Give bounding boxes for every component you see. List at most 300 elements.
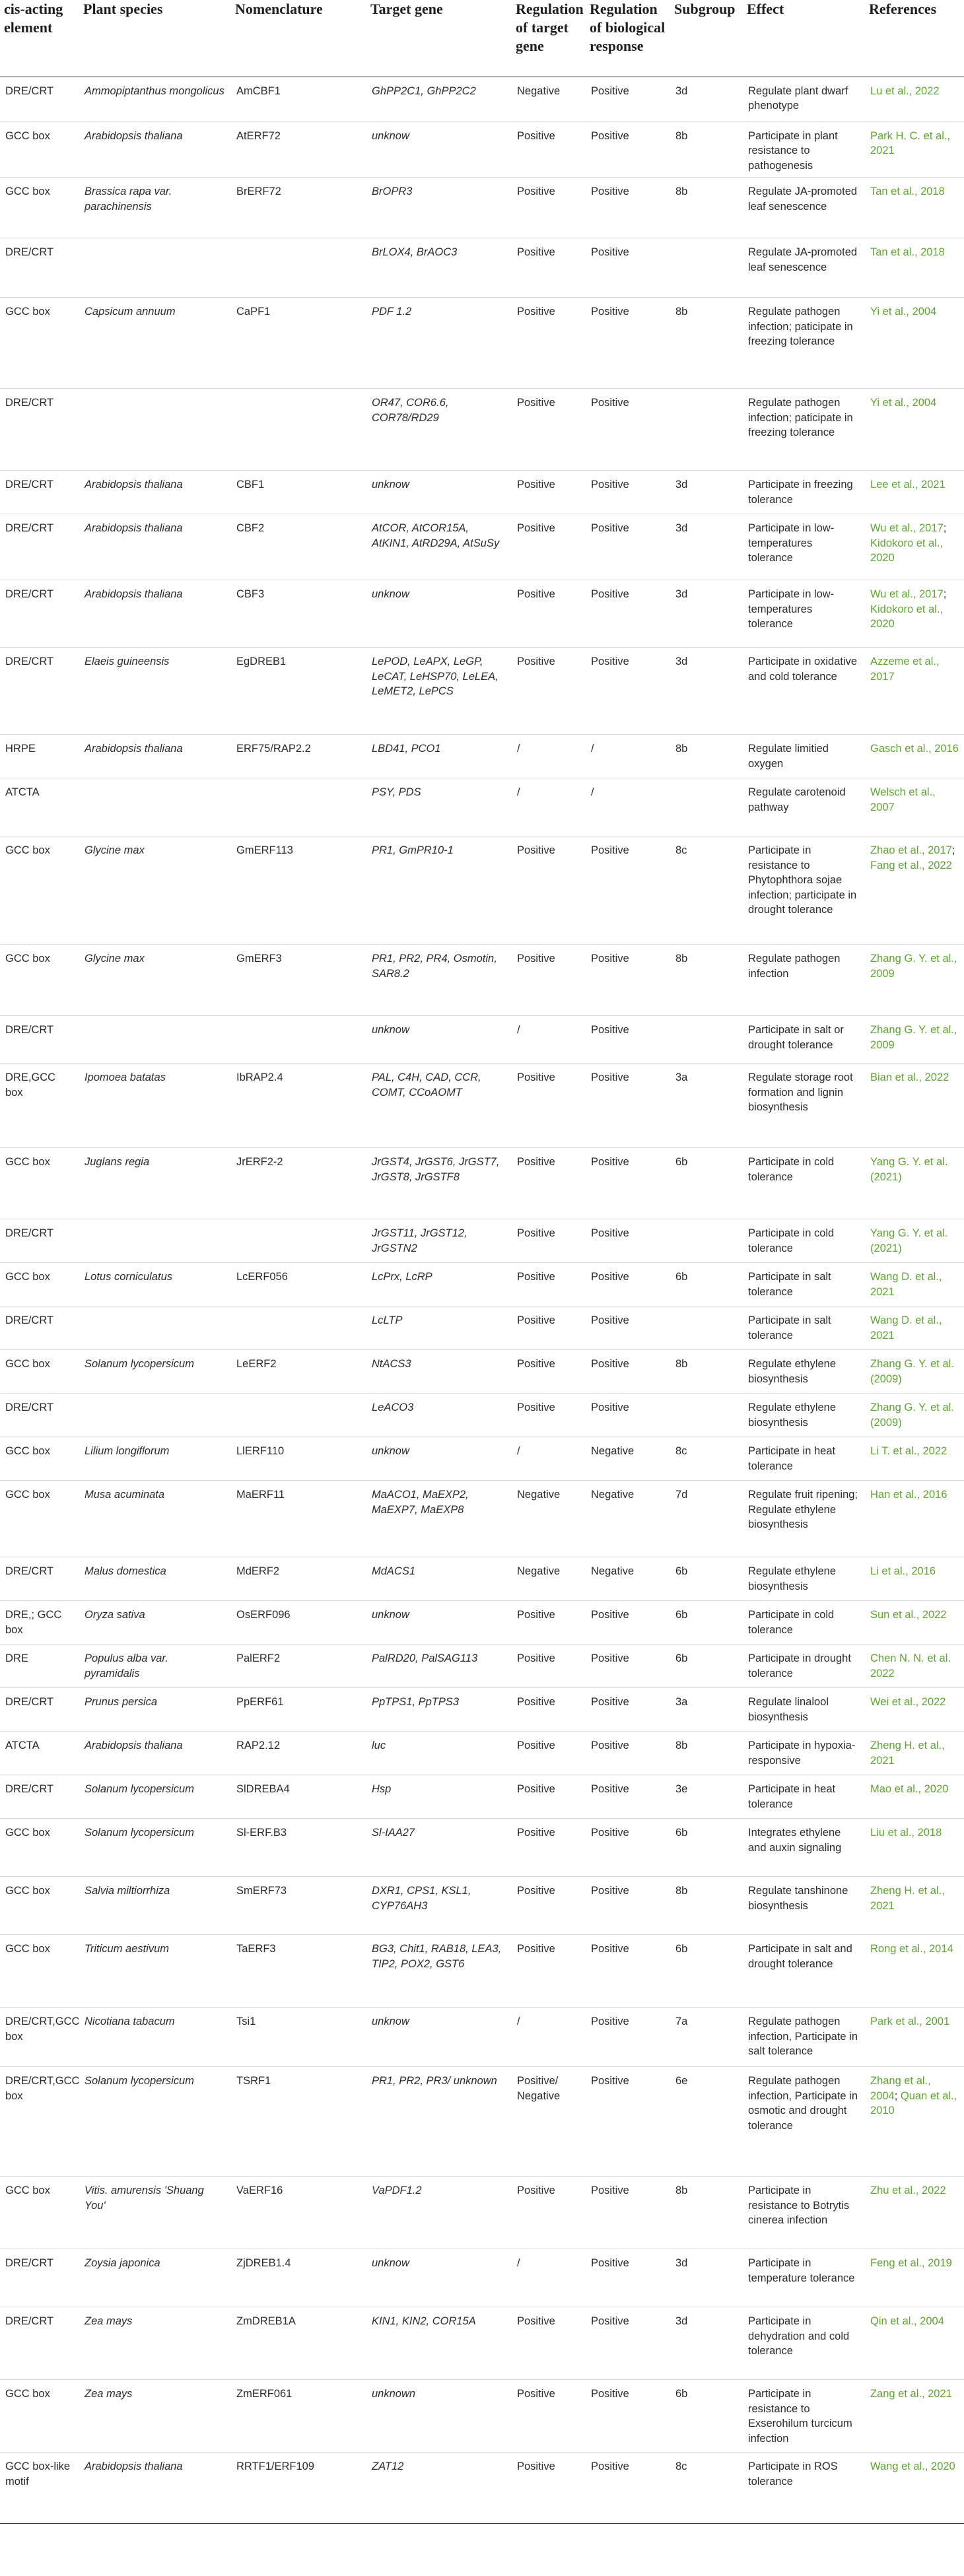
table-row: [0, 1064, 964, 1148]
cell-nomenclature: BrERF72: [236, 186, 281, 197]
cell-nomenclature: CBF2: [236, 522, 265, 534]
table-row: [0, 178, 964, 238]
cell-subgroup: 6b: [675, 2388, 688, 2400]
cell-cis-acting-element: GCC box: [5, 306, 50, 318]
cell-cis-acting-element: DRE/CRT: [5, 1402, 54, 1413]
cell-plant-species: Arabidopsis thaliana: [85, 588, 183, 600]
cell-cis-acting-element: GCC box: [5, 1271, 50, 1283]
cell-subgroup: [670, 1016, 743, 1064]
table-row: [0, 389, 964, 471]
cell-regulation-biological-response: Positive: [591, 306, 629, 318]
cell-references: [865, 2008, 964, 2067]
cell-target-gene: OR47, COR6.6, COR78/RD29: [372, 397, 449, 424]
cell-regulation-biological-response: Positive: [591, 1071, 629, 1083]
table-row: [0, 1306, 964, 1350]
cell-plant-species: Oryza sativa: [85, 1609, 145, 1621]
cell-references: [865, 514, 964, 580]
cell-regulation-target-gene: Positive: [517, 129, 555, 142]
cell-regulation-biological-response: Positive: [591, 2185, 629, 2196]
cell-subgroup: 8b: [675, 1358, 688, 1370]
cell-plant-species: Capsicum annuum: [85, 306, 176, 318]
reference-link[interactable]: Yang G. Y. et al. (2021): [870, 1227, 948, 1254]
reference-link[interactable]: Fang et al., 2022: [870, 859, 952, 871]
reference-link[interactable]: Tan et al., 2018: [870, 246, 945, 258]
table-row: [0, 1935, 964, 2008]
reference-link[interactable]: Gasch et al., 2016: [870, 743, 959, 755]
cell-target-gene: NtACS3: [372, 1358, 411, 1370]
cell-nomenclature: MaERF11: [236, 1489, 285, 1501]
cell-regulation-target-gene: Positive: [517, 1402, 555, 1413]
reference-link[interactable]: Yi et al., 2004: [870, 306, 937, 318]
table-row: [0, 1263, 964, 1306]
cell-regulation-biological-response: Positive: [591, 2257, 629, 2269]
cell-plant-species: Triticum aestivum: [85, 1943, 170, 1955]
cell-effect: Participate in plant resistance to pathogenesis: [748, 129, 838, 172]
cell-nomenclature: LcERF056: [236, 1271, 288, 1283]
cell-regulation-target-gene: Positive: [517, 1943, 555, 1955]
cell-regulation-biological-response: Positive: [591, 1740, 629, 1751]
reference-link[interactable]: Qin et al., 2004: [870, 2315, 944, 2327]
cell-nomenclature: ZjDREB1.4: [236, 2257, 291, 2269]
cell-subgroup: [670, 389, 743, 471]
cell-regulation-target-gene: /: [517, 2257, 520, 2269]
cell-references: [865, 1350, 964, 1394]
cell-regulation-target-gene: Positive: [517, 1885, 555, 1897]
reference-link[interactable]: Rong et al., 2014: [870, 1943, 953, 1955]
cell-target-gene: unknown: [372, 2388, 416, 2400]
cell-regulation-biological-response: Positive: [591, 1358, 629, 1370]
cell-references: [865, 2380, 964, 2453]
cell-effect: Regulate pathogen infection, Participate in osmotic and drought tolerance: [748, 2075, 858, 2132]
cell-effect: Participate in hypoxia-responsive: [748, 1740, 856, 1767]
reference-link[interactable]: Lee et al., 2021: [870, 479, 946, 491]
table-row: [0, 298, 964, 389]
cell-cis-acting-element: DRE/CRT: [5, 1565, 54, 1577]
reference-link[interactable]: Zheng H. et al., 2021: [870, 1740, 945, 1767]
cell-regulation-target-gene: Positive: [517, 1609, 555, 1621]
cell-target-gene: PalRD20, PalSAG113: [372, 1652, 478, 1664]
cell-plant-species: Ammopiptanthus mongolicus: [85, 85, 224, 97]
cell-effect: Participate in low-temperatures tolerance: [748, 588, 835, 630]
cell-target-gene: LcLTP: [372, 1314, 403, 1326]
cell-regulation-biological-response: Positive: [591, 1227, 629, 1239]
cell-plant-species: Zoysia japonica: [85, 2257, 160, 2269]
cell-cis-acting-element: GCC box: [5, 186, 50, 197]
cell-regulation-biological-response: Positive: [591, 1314, 629, 1326]
cell-effect: Participate in cold tolerance: [748, 1227, 835, 1254]
reference-separator: ;: [943, 588, 947, 600]
cell-subgroup: [670, 1394, 743, 1437]
cell-references: [865, 778, 964, 836]
table-row: [0, 1644, 964, 1688]
cell-effect: Participate in salt tolerance: [748, 1271, 831, 1298]
cell-regulation-biological-response: Positive: [591, 1652, 629, 1664]
cell-subgroup: 3a: [675, 1696, 688, 1708]
cell-cis-acting-element: DRE/CRT: [5, 522, 54, 534]
header-effect: Effect: [747, 1, 784, 17]
cell-regulation-biological-response: Positive: [591, 1885, 629, 1897]
cell-subgroup: 3d: [675, 2257, 688, 2269]
table-row: [0, 121, 964, 178]
cell-subgroup: 7a: [675, 2016, 688, 2027]
reference-link[interactable]: Kidokoro et al., 2020: [870, 603, 944, 630]
header-plant-species: Plant species: [83, 1, 163, 17]
reference-link[interactable]: Liu et al., 2018: [870, 1827, 942, 1839]
reference-link[interactable]: Wu et al., 2017: [870, 588, 944, 600]
cell-subgroup: 6b: [675, 1609, 688, 1621]
cell-cis-acting-element: GCC box-like motif: [5, 2460, 71, 2488]
cell-nomenclature: CaPF1: [236, 306, 271, 318]
cell-plant-species: [79, 778, 231, 836]
table-row: [0, 1394, 964, 1437]
cell-references: [865, 1481, 964, 1557]
cell-effect: Regulate fruit ripening; Regulate ethylene biosynthesis: [748, 1489, 858, 1530]
header-row: [0, 0, 964, 77]
cell-regulation-biological-response: Positive: [591, 2016, 629, 2027]
reference-link[interactable]: Welsch et al., 2007: [870, 786, 936, 813]
cell-regulation-target-gene: Positive: [517, 953, 555, 965]
cell-plant-species: Arabidopsis thaliana: [85, 479, 183, 491]
cell-regulation-biological-response: Positive: [591, 1402, 629, 1413]
cell-cis-acting-element: DRE/CRT: [5, 1314, 54, 1326]
reference-link[interactable]: Zhao et al., 2017: [870, 844, 952, 856]
cell-references: [865, 945, 964, 1016]
reference-link[interactable]: Yang G. Y. et al. (2021): [870, 1156, 948, 1183]
table-row: [0, 471, 964, 514]
cell-references: [865, 471, 964, 514]
cell-nomenclature: Sl-ERF.B3: [236, 1827, 287, 1839]
cell-cis-acting-element: DRE/CRT: [5, 2315, 54, 2327]
cell-references: [865, 1148, 964, 1219]
cell-target-gene: luc: [372, 1740, 386, 1751]
cell-effect: Participate in heat tolerance: [748, 1445, 836, 1472]
cell-plant-species: Solanum lycopersicum: [85, 1783, 194, 1795]
cell-regulation-target-gene: Positive: [517, 1156, 555, 1168]
table-row: [0, 2008, 964, 2067]
cell-regulation-biological-response: Positive: [591, 186, 629, 197]
table-row: [0, 2249, 964, 2307]
cell-effect: Participate in temperature tolerance: [748, 2257, 855, 2284]
cell-target-gene: JrGST11, JrGST12, JrGSTN2: [372, 1227, 467, 1254]
cell-effect: Participate in cold tolerance: [748, 1156, 835, 1183]
cell-regulation-target-gene: Positive: [517, 656, 555, 667]
reference-link[interactable]: Park et al., 2001: [870, 2016, 950, 2027]
table-body: [0, 77, 964, 2524]
cell-regulation-biological-response: Positive: [591, 1609, 629, 1621]
cell-nomenclature: [231, 238, 366, 298]
cell-subgroup: 6b: [675, 1652, 688, 1664]
cell-cis-acting-element: DRE/CRT: [5, 85, 54, 97]
cell-subgroup: 8c: [675, 1445, 687, 1457]
cell-regulation-biological-response: /: [591, 743, 594, 755]
reference-link[interactable]: Zhang et al., 2004: [870, 2075, 931, 2102]
cell-nomenclature: [231, 1016, 366, 1064]
cell-references: [865, 178, 964, 238]
cell-effect: Participate in salt and drought tolerance: [748, 1943, 852, 1970]
cell-references: [865, 2177, 964, 2249]
reference-link[interactable]: Bian et al., 2022: [870, 1071, 949, 1083]
table-row: [0, 2177, 964, 2249]
cell-plant-species: Prunus persica: [85, 1696, 158, 1708]
table-row: [0, 1437, 964, 1481]
reference-link[interactable]: Zhang G. Y. et al. (2009): [870, 1402, 954, 1429]
cell-references: [865, 1394, 964, 1437]
cell-regulation-target-gene: Negative: [517, 1489, 561, 1501]
cell-regulation-biological-response: Positive: [591, 1156, 629, 1168]
cell-cis-acting-element: GCC box: [5, 1358, 50, 1370]
reference-link[interactable]: Wei et al., 2022: [870, 1696, 946, 1708]
cell-regulation-biological-response: Positive: [591, 2460, 629, 2472]
cell-plant-species: Arabidopsis thaliana: [85, 743, 183, 755]
table-row: [0, 735, 964, 778]
cell-plant-species: Glycine max: [85, 953, 145, 965]
cell-effect: Regulate limitied oxygen: [748, 743, 829, 770]
cell-effect: Participate in dehydration and cold tolerance: [748, 2315, 850, 2357]
cell-regulation-biological-response: Positive: [591, 246, 629, 258]
cell-nomenclature: LlERF110: [236, 1445, 285, 1457]
cell-plant-species: Nicotiana tabacum: [85, 2016, 175, 2027]
cell-plant-species: [79, 1219, 231, 1263]
reference-link[interactable]: Azzeme et al., 2017: [870, 656, 940, 683]
cell-regulation-biological-response: Positive: [591, 1783, 629, 1795]
cell-subgroup: 8b: [675, 2185, 688, 2196]
cell-regulation-target-gene: Positive: [517, 2185, 555, 2196]
reference-link[interactable]: Wang D. et al., 2021: [870, 1314, 942, 1341]
cell-regulation-biological-response: Positive: [591, 1271, 629, 1283]
cell-references: [865, 1688, 964, 1732]
cell-references: [865, 1819, 964, 1877]
cell-cis-acting-element: GCC box: [5, 953, 50, 965]
cell-plant-species: Ipomoea batatas: [85, 1071, 166, 1083]
cell-nomenclature: IbRAP2.4: [236, 1071, 283, 1083]
cell-target-gene: unknow: [372, 1609, 409, 1621]
cell-cis-acting-element: DRE/CRT: [5, 1783, 54, 1795]
cell-nomenclature: ERF75/RAP2.2: [236, 743, 311, 755]
cell-regulation-target-gene: Positive: [517, 1358, 555, 1370]
cell-plant-species: Musa acuminata: [85, 1489, 165, 1501]
cell-target-gene: LePOD, LeAPX, LeGP, LeCAT, LeHSP70, LeLEA, LeMET2, LePCS: [372, 656, 499, 697]
cell-regulation-biological-response: Positive: [591, 479, 629, 491]
table-row: [0, 1219, 964, 1263]
cell-target-gene: PR1, PR2, PR3/ unknown: [372, 2075, 497, 2087]
cell-regulation-target-gene: /: [517, 786, 520, 798]
cell-regulation-target-gene: /: [517, 2016, 520, 2027]
cell-nomenclature: VaERF16: [236, 2185, 283, 2196]
cell-references: [865, 1935, 964, 2008]
cell-regulation-target-gene: Positive: [517, 1271, 555, 1283]
reference-link[interactable]: Zhang G. Y. et al. (2009): [870, 1358, 954, 1385]
reference-link[interactable]: Quan et al., 2010: [870, 2089, 957, 2117]
reference-link[interactable]: Zhang G. Y. et al., 2009: [870, 953, 957, 980]
cell-cis-acting-element: DRE/CRT: [5, 656, 54, 667]
cell-regulation-target-gene: Positive: [517, 1827, 555, 1839]
cell-references: [865, 298, 964, 389]
cell-plant-species: Solanum lycopersicum: [85, 1358, 194, 1370]
table-row: [0, 836, 964, 945]
cell-target-gene: PpTPS1, PpTPS3: [372, 1696, 460, 1708]
cell-effect: Participate in ROS tolerance: [748, 2460, 838, 2488]
reference-link[interactable]: Li et al., 2016: [870, 1565, 936, 1577]
cell-effect: Participate in resistance to Exserohilum turcicum infection: [748, 2388, 852, 2445]
cell-references: [865, 1064, 964, 1148]
cell-effect: Participate in resistance to Phytophthora sojae infection; participate in drought tolerance: [748, 844, 857, 916]
cell-cis-acting-element: GCC box: [5, 1489, 50, 1501]
cell-effect: Regulate pathogen infection; paticipate in freezing tolerance: [748, 306, 853, 347]
cell-target-gene: DXR1, CPS1, KSL1, CYP76AH3: [372, 1885, 471, 1912]
cell-effect: Participate in oxidative and cold tolerance: [748, 656, 858, 683]
cell-plant-species: [79, 1016, 231, 1064]
reference-link[interactable]: Zhu et al., 2022: [870, 2185, 946, 2196]
table-row: [0, 2380, 964, 2453]
table-row: [0, 1148, 964, 1219]
cell-subgroup: 8c: [675, 844, 687, 856]
reference-link[interactable]: Han et al., 2016: [870, 1489, 947, 1501]
cell-subgroup: 8b: [675, 306, 688, 318]
table-row: [0, 1877, 964, 1935]
cell-nomenclature: OsERF096: [236, 1609, 291, 1621]
cell-target-gene: ZAT12: [372, 2460, 404, 2472]
cell-effect: Regulate pathogen infection, Participate in salt tolerance: [748, 2016, 858, 2057]
reference-link[interactable]: Tan et al., 2018: [870, 186, 945, 197]
table-row: [0, 514, 964, 580]
header-regulation-biological-response: Regulation of biological response: [590, 1, 666, 54]
cell-references: [865, 2307, 964, 2380]
cell-regulation-biological-response: Positive: [591, 2075, 629, 2087]
cell-target-gene: BrOPR3: [372, 186, 413, 197]
cell-cis-acting-element: GCC box: [5, 1156, 50, 1168]
reference-link[interactable]: Zang et al., 2021: [870, 2388, 952, 2400]
cell-cis-acting-element: ATCTA: [5, 1740, 40, 1751]
cell-target-gene: PR1, PR2, PR4, Osmotin, SAR8.2: [372, 953, 497, 980]
cell-regulation-biological-response: Positive: [591, 844, 629, 856]
cell-subgroup: 6b: [675, 1565, 688, 1577]
table-header: [0, 0, 964, 77]
cell-target-gene: LBD41, PCO1: [372, 743, 441, 755]
header-references: References: [869, 1, 937, 17]
cell-references: [865, 1016, 964, 1064]
cell-effect: Regulate ethylene biosynthesis: [748, 1565, 837, 1592]
reference-link[interactable]: Wu et al., 2017: [870, 522, 944, 534]
header-subgroup: Subgroup: [674, 1, 736, 17]
cell-subgroup: 3d: [675, 2315, 688, 2327]
cell-subgroup: 8b: [675, 1740, 688, 1751]
reference-link[interactable]: Mao et al., 2020: [870, 1783, 949, 1795]
cell-target-gene: MaACO1, MaEXP2, MaEXP7, MaEXP8: [372, 1489, 469, 1516]
cell-regulation-target-gene: Positive: [517, 522, 555, 534]
cell-effect: Participate in drought tolerance: [748, 1652, 851, 1679]
cell-plant-species: Solanum lycopersicum: [85, 1827, 194, 1839]
cell-effect: Regulate linalool biosynthesis: [748, 1696, 829, 1723]
cell-subgroup: 7d: [675, 1489, 688, 1501]
cell-subgroup: 6b: [675, 1156, 688, 1168]
cell-regulation-target-gene: Positive/ Negative: [517, 2075, 561, 2102]
cell-references: [865, 648, 964, 735]
cell-nomenclature: CBF1: [236, 479, 265, 491]
reference-link[interactable]: Wang et al., 2020: [870, 2460, 955, 2472]
cell-cis-acting-element: DRE/CRT: [5, 1227, 54, 1239]
cell-regulation-biological-response: Positive: [591, 129, 629, 142]
cell-cis-acting-element: ATCTA: [5, 786, 40, 798]
cell-nomenclature: TaERF3: [236, 1943, 276, 1955]
cell-regulation-target-gene: Positive: [517, 2388, 555, 2400]
cell-references: [865, 1732, 964, 1775]
table-row: [0, 238, 964, 298]
table-row: [0, 1732, 964, 1775]
reference-link[interactable]: Wang D. et al., 2021: [870, 1271, 942, 1298]
reference-link[interactable]: Park H. C. et al., 2021: [870, 129, 951, 156]
cell-regulation-biological-response: Positive: [591, 656, 629, 667]
cell-plant-species: Glycine max: [85, 844, 145, 856]
reference-link[interactable]: Yi et al., 2004: [870, 397, 937, 409]
cell-references: [865, 121, 964, 178]
reference-link[interactable]: Kidokoro et al., 2020: [870, 537, 944, 564]
cell-effect: Regulate pathogen infection: [748, 953, 841, 980]
cell-cis-acting-element: DRE/CRT: [5, 2257, 54, 2269]
cell-references: [865, 1263, 964, 1306]
cell-cis-acting-element: DRE/CRT,GCC box: [5, 2016, 80, 2043]
reference-link[interactable]: Li T. et al., 2022: [870, 1445, 947, 1457]
cell-cis-acting-element: DRE/CRT: [5, 1024, 54, 1036]
cell-references: [865, 580, 964, 648]
reference-link[interactable]: Zheng H. et al., 2021: [870, 1885, 945, 1912]
cell-cis-acting-element: DRE/CRT: [5, 397, 54, 409]
cell-cis-acting-element: HRPE: [5, 743, 36, 755]
reference-link[interactable]: Sun et al., 2022: [870, 1609, 947, 1621]
table-row: [0, 1819, 964, 1877]
cell-subgroup: [670, 238, 743, 298]
reference-link[interactable]: Lu et al., 2022: [870, 85, 940, 97]
cell-regulation-biological-response: Positive: [591, 953, 629, 965]
cell-target-gene: MdACS1: [372, 1565, 416, 1577]
reference-separator: ;: [894, 2089, 901, 2102]
cell-regulation-target-gene: Positive: [517, 397, 555, 409]
reference-separator: ;: [943, 522, 947, 534]
cell-subgroup: 8b: [675, 186, 688, 197]
cell-effect: Regulate storage root formation and lignin biosynthesis: [748, 1071, 853, 1113]
table-row: [0, 1557, 964, 1601]
cell-plant-species: Arabidopsis thaliana: [85, 1740, 183, 1751]
cell-cis-acting-element: GCC box: [5, 1943, 50, 1955]
cell-regulation-biological-response: Positive: [591, 1827, 629, 1839]
cell-regulation-target-gene: Positive: [517, 588, 555, 600]
cell-regulation-target-gene: Positive: [517, 1071, 555, 1083]
cell-plant-species: Zea mays: [85, 2315, 133, 2327]
cell-subgroup: 3e: [675, 1783, 688, 1795]
cell-regulation-target-gene: Positive: [517, 306, 555, 318]
cell-nomenclature: EgDREB1: [236, 656, 287, 667]
cell-plant-species: Arabidopsis thaliana: [85, 2460, 183, 2472]
cell-cis-acting-element: DRE/CRT: [5, 588, 54, 600]
cell-cis-acting-element: DRE,GCC box: [5, 1071, 56, 1099]
cell-regulation-biological-response: Positive: [591, 522, 629, 534]
cell-subgroup: 8b: [675, 129, 688, 142]
cell-nomenclature: CBF3: [236, 588, 265, 600]
cell-plant-species: [79, 1306, 231, 1350]
cell-regulation-biological-response: Positive: [591, 85, 629, 97]
cell-effect: Participate in heat tolerance: [748, 1783, 836, 1810]
cell-plant-species: [79, 1394, 231, 1437]
reference-link[interactable]: Chen N. N. et al. 2022: [870, 1652, 951, 1679]
cell-effect: Regulate tanshinone biosynthesis: [748, 1885, 848, 1912]
reference-link[interactable]: Feng et al., 2019: [870, 2257, 952, 2269]
cell-subgroup: 8b: [675, 953, 688, 965]
cell-subgroup: 3d: [675, 588, 688, 600]
cell-regulation-target-gene: Positive: [517, 1740, 555, 1751]
cell-nomenclature: [231, 1219, 366, 1263]
cell-target-gene: unknow: [372, 2016, 409, 2027]
cell-regulation-target-gene: /: [517, 743, 520, 755]
reference-link[interactable]: Zhang G. Y. et al., 2009: [870, 1024, 957, 1051]
